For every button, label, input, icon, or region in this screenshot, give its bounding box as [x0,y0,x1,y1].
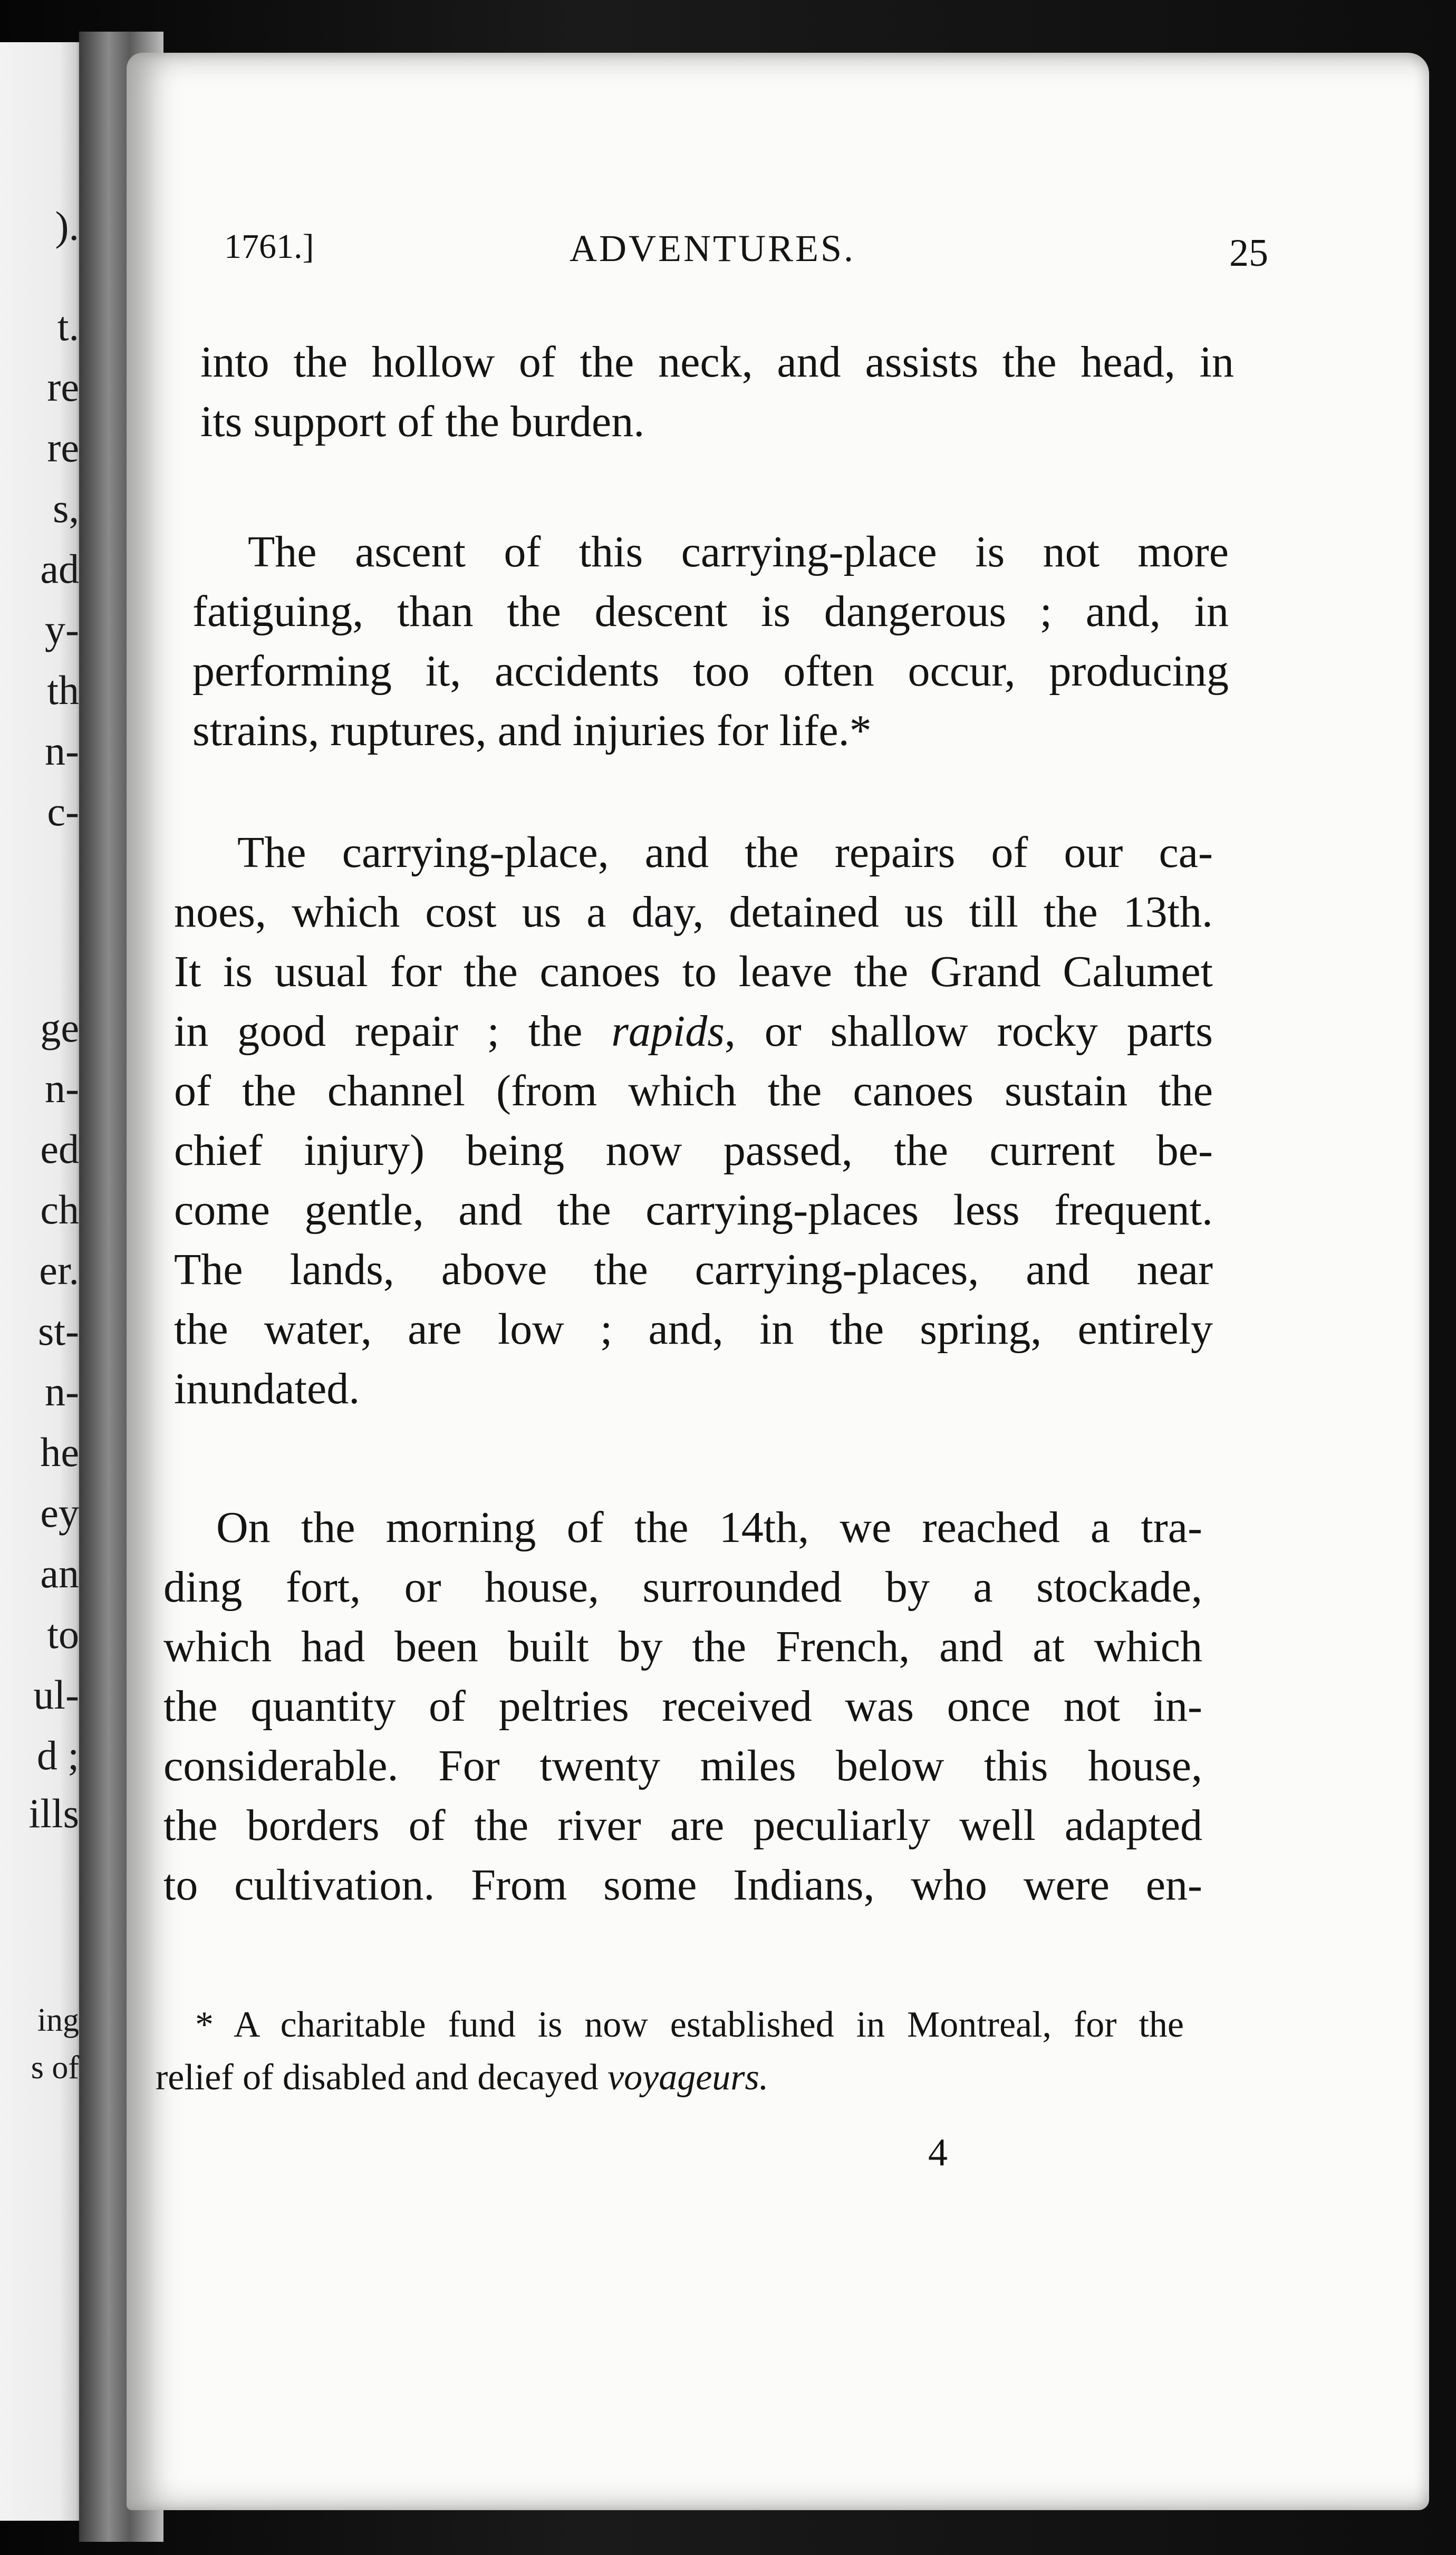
text-line: ding fort, or house, surrounded by a stockade, [163,1563,1202,1612]
facing-fragment: to [47,1611,79,1657]
text-line: considerable. For twenty miles below this house, [163,1741,1202,1790]
facing-fragment: er. [39,1247,79,1293]
facing-fragment: s, [53,485,79,531]
text-line: The ascent of this carrying-place is not more [248,527,1229,576]
text-line: to cultivation. From some Indians, who were en- [163,1860,1202,1910]
facing-fragment: ad [40,546,79,592]
facing-fragment: y- [45,606,79,652]
facing-fragment: ey [40,1490,79,1536]
text-line: chief injury) being now passed, the current be- [174,1126,1213,1175]
running-head-year: 1761.] [224,227,314,266]
text-line: the borders of the river are peculiarly well adapted [163,1801,1202,1850]
facing-fragment: n- [45,1065,79,1111]
paragraph-4 [163,1498,1202,1915]
facing-fragment: ). [55,203,79,249]
facing-fragment: re [47,425,79,470]
paragraph-1 [200,332,1234,451]
italic-word: voyageurs. [608,2057,769,2098]
text-line: come gentle, and the carrying-places less frequent. [174,1185,1213,1235]
italic-word: rapids [611,1007,725,1056]
text-line: inundated. [174,1364,360,1413]
running-head-title: ADVENTURES. [570,227,855,269]
facing-fragment: n- [45,1368,79,1414]
facing-fragment: th [47,667,79,713]
text-line: into the hollow of the neck, and assists the head, in [200,338,1234,387]
text-run: , or shallow rocky parts [724,1007,1213,1056]
text-line: its support of the burden. [200,397,645,446]
text-run: relief of disabled and decayed [156,2057,608,2098]
text-line: noes, which cost us a day, detained us till the 13th. [174,888,1213,937]
text-line: The lands, above the carrying-places, and near [174,1245,1213,1294]
facing-fragment: ills [28,1790,79,1836]
facing-fragment: c- [47,788,79,834]
signature-mark: 4 [928,2131,948,2174]
text-line: the water, are low ; and, in the spring, entirely [174,1305,1213,1354]
paragraph-3 [174,823,1213,1419]
text-line: of the channel (from which the canoes sustain the [174,1066,1213,1115]
facing-fragment: ge [40,1005,79,1050]
text-run: in good repair ; the [174,1007,612,1056]
facing-fragment: re [47,364,79,410]
text-line [174,1001,1213,1061]
facing-fragment: an [40,1550,79,1596]
page-number: 25 [1229,232,1268,275]
text-line: It is usual for the canoes to leave the Grand Calumet [174,947,1213,996]
footnote-line: * A charitable fund is now established in Montreal, for the [195,2004,1184,2045]
text-line: strains, ruptures, and injuries for life.* [192,706,872,755]
facing-fragment: he [40,1429,79,1475]
facing-fragment: ch [40,1187,79,1232]
facing-fragment: s of [31,2050,79,2086]
footnote [156,1999,1184,2104]
text-line: which had been built by the French, and at which [163,1622,1202,1671]
facing-fragment: ing [37,2002,79,2038]
text-line: the quantity of peltries received was once not in- [163,1682,1202,1731]
text-line: The carrying-place, and the repairs of our ca- [237,828,1213,877]
facing-fragment: d ; [36,1732,79,1778]
text-line: fatiguing, than the descent is dangerous ; and, in [192,587,1229,636]
facing-fragment: st- [38,1308,79,1354]
text-line: On the morning of the 14th, we reached a tra- [216,1503,1202,1552]
facing-fragment: t. [57,303,79,349]
paragraph-2 [192,522,1229,760]
facing-fragment: ed [40,1126,79,1172]
facing-fragment: ul- [33,1672,79,1718]
facing-fragment: n- [45,728,79,774]
running-head [224,227,1268,285]
text-line: performing it, accidents too often occur, producing [192,647,1229,696]
facing-page [0,42,84,2521]
footnote-line [156,2051,1184,2104]
